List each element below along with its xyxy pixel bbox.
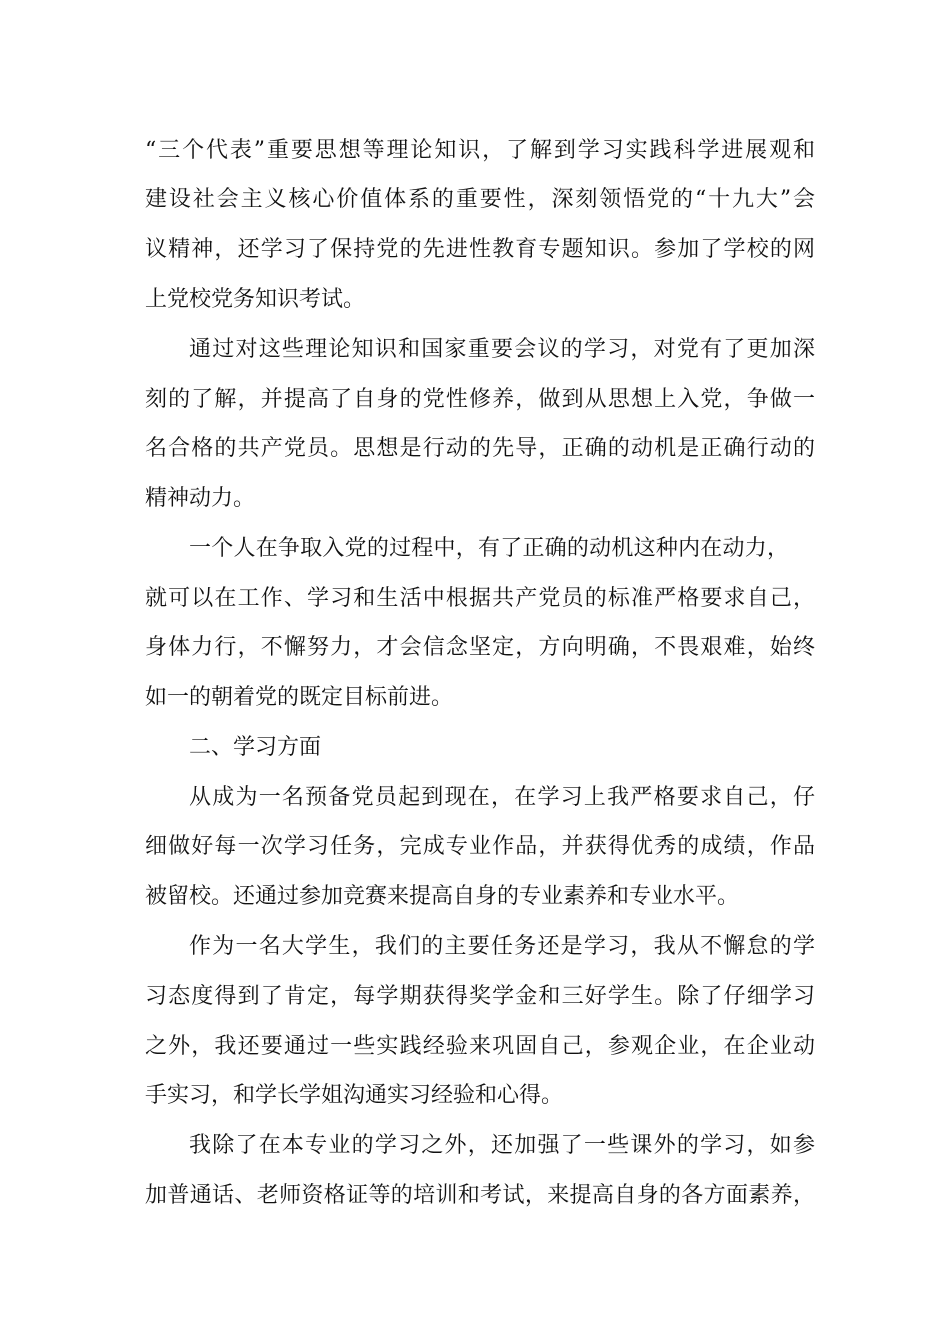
text-line: 名合格的共产党员。思想是行动的先导，正确的动机是正确行动的 [145,436,815,461]
text-line: 精神动力。 [145,486,256,511]
text-line: 手实习，和学长学姐沟通实习经验和心得。 [145,1083,564,1108]
text-line: 之外，我还要通过一些实践经验来巩固自己，参观企业，在企业动 [145,1034,815,1059]
text-line: 从成为一名预备党员起到现在，在学习上我严格要求自己，仔 [189,785,815,810]
text-line: 一个人在争取入党的过程中，有了正确的动机这种内在动力， [189,536,789,561]
section-heading: 二、学习方面 [189,735,322,760]
text-line: 习态度得到了肯定，每学期获得奖学金和三好学生。除了仔细学习 [145,984,815,1009]
text-line: 议精神，还学习了保持党的先进性教育专题知识。参加了学校的网 [145,237,815,262]
text-line: 如一的朝着党的既定目标前进。 [145,685,454,710]
text-line: 被留校。还通过参加竞赛来提高自身的专业素养和专业水平。 [145,884,740,909]
text-line: 上党校党务知识考试。 [145,287,366,312]
text-line: 建设社会主义核心价值体系的重要性，深刻领悟党的“十九大”会 [145,187,815,212]
text-line: “三个代表”重要思想等理论知识，了解到学习实践科学进展观和 [145,138,815,163]
text-line: 通过对这些理论知识和国家重要会议的学习，对党有了更加深 [189,337,815,362]
text-line: 加普通话、老师资格证等的培训和考试，来提高自身的各方面素养， [145,1183,815,1208]
text-line: 就可以在工作、学习和生活中根据共产党员的标准严格要求自己， [145,586,815,611]
text-line: 刻的了解，并提高了自身的党性修养，做到从思想上入党，争做一 [145,387,815,412]
text-line: 作为一名大学生，我们的主要任务还是学习，我从不懈怠的学 [189,934,815,959]
text-line: 我除了在本专业的学习之外，还加强了一些课外的学习，如参 [189,1133,815,1158]
text-line: 细做好每一次学习任务，完成专业作品，并获得优秀的成绩，作品 [145,834,815,859]
text-line: 身体力行，不懈努力，才会信念坚定，方向明确，不畏艰难，始终 [145,635,815,660]
